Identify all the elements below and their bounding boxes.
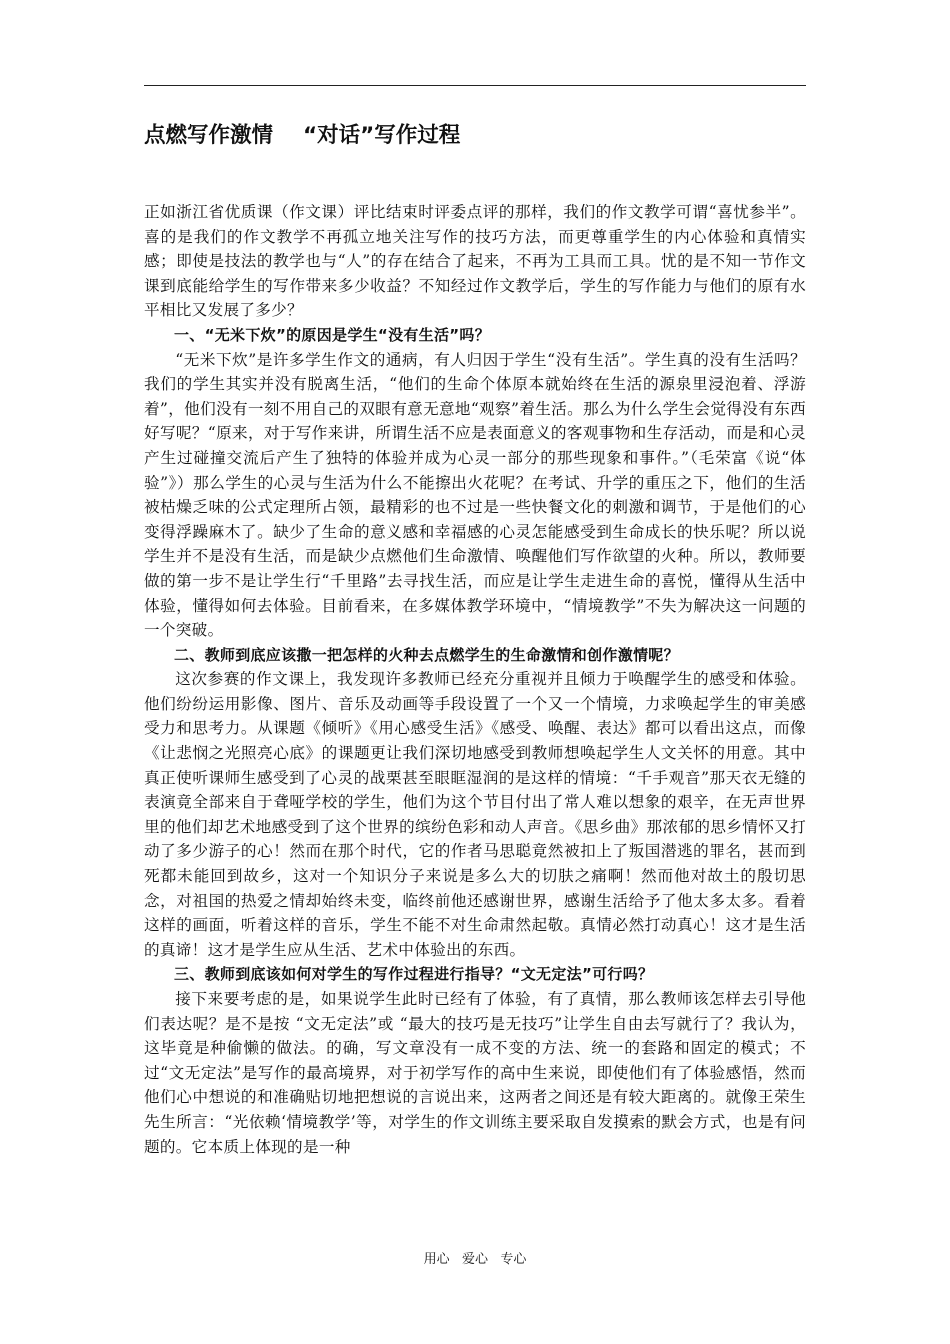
document-title: 点燃写作激情 “对话”写作过程 — [144, 123, 461, 148]
paragraph-section-1: “无米下炊”是许多学生作文的通病，有人归因于学生“没有生活”。学生真的没有生活吗？我们的学生其实并没有脱离生活，“他们的生命个体原本就始终在生活的源泉里浸泡着、浮游着”，他们没有一刻不用自己的双眼有意无意地“观察”着生活。那么为什么学生会觉得没有东西好写呢？“原来，对于写作来讲，所谓生活不应是表面意义的客观事物和生存活动，而是和心灵产生过碰撞交流后产生了独特的体验并成为心灵一部分的那些现象和事件。”（毛荣富《说“体验”》）那么学生的心灵与生活为什么不能擦出火花呢？在考试、升学的重压之下，他们的生活被枯燥乏味的公式定理所占领，最精彩的也不过是一些快餐文化的刺激和调节，于是他们的心变得浮躁麻木了。缺少了生命的意义感和幸福感的心灵怎能感受到生命成长的快乐呢？所以说学生并不是没有生活，而是缺少点燃他们生命激情、唤醒他们写作欲望的火种。所以，教师要做的第一步不是让学生行“千里路”去寻找生活，而应是让学生走进生命的喜悦，懂得从生活中体验，懂得如何去体验。目前看来，在多媒体教学环境中，“情境教学”不失为解决这一问题的一个突破。 — [144, 350, 806, 640]
section-heading-3: 三、教师到底该如何对学生的写作过程进行指导？“文无定法”可行吗？ — [174, 965, 654, 984]
page-footer: 用心 爱心 专心 — [423, 1252, 527, 1267]
header-rule — [144, 85, 806, 86]
paragraph-section-2: 这次参赛的作文课上，我发现许多教师已经充分重视并且倾力于唤醒学生的感受和体验。他们纷纷运用影像、图片、音乐及动画等手段设置了一个又一个情境，力求唤起学生的审美感受力和思考力。从课题《倾听》《用心感受生活》《感受、唤醒、表达》都可以看出这点，而像《让悲悯之光照亮心底》的课题更让我们深切地感受到教师想唤起学生人文关怀的用意。其中真正使听课师生感受到了心灵的战栗甚至眼眶湿润的是这样的情境：“千手观音”那天衣无缝的表演竟全部来自于聋哑学校的学生，他们为这个节目付出了常人难以想象的艰辛，在无声世界里的他们却艺术地感受到了这个世界的缤纷色彩和动人声音。《思乡曲》那浓郁的思乡情怀又打动了多少游子的心！然而在那个时代，它的作者马思聪竟然被扣上了叛国潜逃的罪名，甚而到死都未能回到故乡，这对一个知识分子来说是多么大的切肤之痛啊！然而他对故土的殷切思念，对祖国的热爱之情却始终未变，临终前他还感谢世界，感谢生活给予了他太多太多。看着这样的画面，听着这样的音乐，学生不能不对生命肃然起敬。真情必然打动真心！这才是生活的真谛！这才是学生应从生活、艺术中体验出的东西。 — [144, 670, 806, 959]
section-heading-1: 一、“无米下炊”的原因是学生“没有生活”吗？ — [174, 325, 491, 344]
document-body — [144, 200, 806, 1159]
paragraph-section-3: 接下来要考虑的是，如果说学生此时已经有了体验，有了真情，那么教师该怎样去引导他们表达呢？是不是按 “文无定法”或 “最大的技巧是无技巧”让学生自由去写就行了？我认为，这毕竟是种偷懒的做法。的确，写文章没有一成不变的方法、统一的套路和固定的模式；不过“文无定法”是写作的最高境界，对于初学写作的高中生来说，即使他们有了体验感悟，然而他们心中想说的和准确贴切地把想说的言说出来，这两者之间还是有较大距离的。就像王荣生先生所言：“光依赖‘情境教学’等，对学生的作文训练主要采取自发摸索的默会方式，也是有问题的。它本质上体现的是一种 — [144, 990, 806, 1156]
paragraph-intro: 正如浙江省优质课（作文课）评比结束时评委点评的那样，我们的作文教学可谓“喜忧参半”。喜的是我们的作文教学不再孤立地关注写作的技巧方法，而更尊重学生的内心体验和真情实感；即使是技法的教学也与“人”的存在结合了起来，不再为工具而工具。忧的是不知一节作文课到底能给学生的写作带来多少收益？不知经过作文教学后，学生的写作能力与他们的原有水平相比又发展了多少？ — [144, 203, 806, 320]
section-heading-2: 二、教师到底应该撒一把怎样的火种去点燃学生的生命激情和创作激情呢？ — [174, 645, 679, 664]
